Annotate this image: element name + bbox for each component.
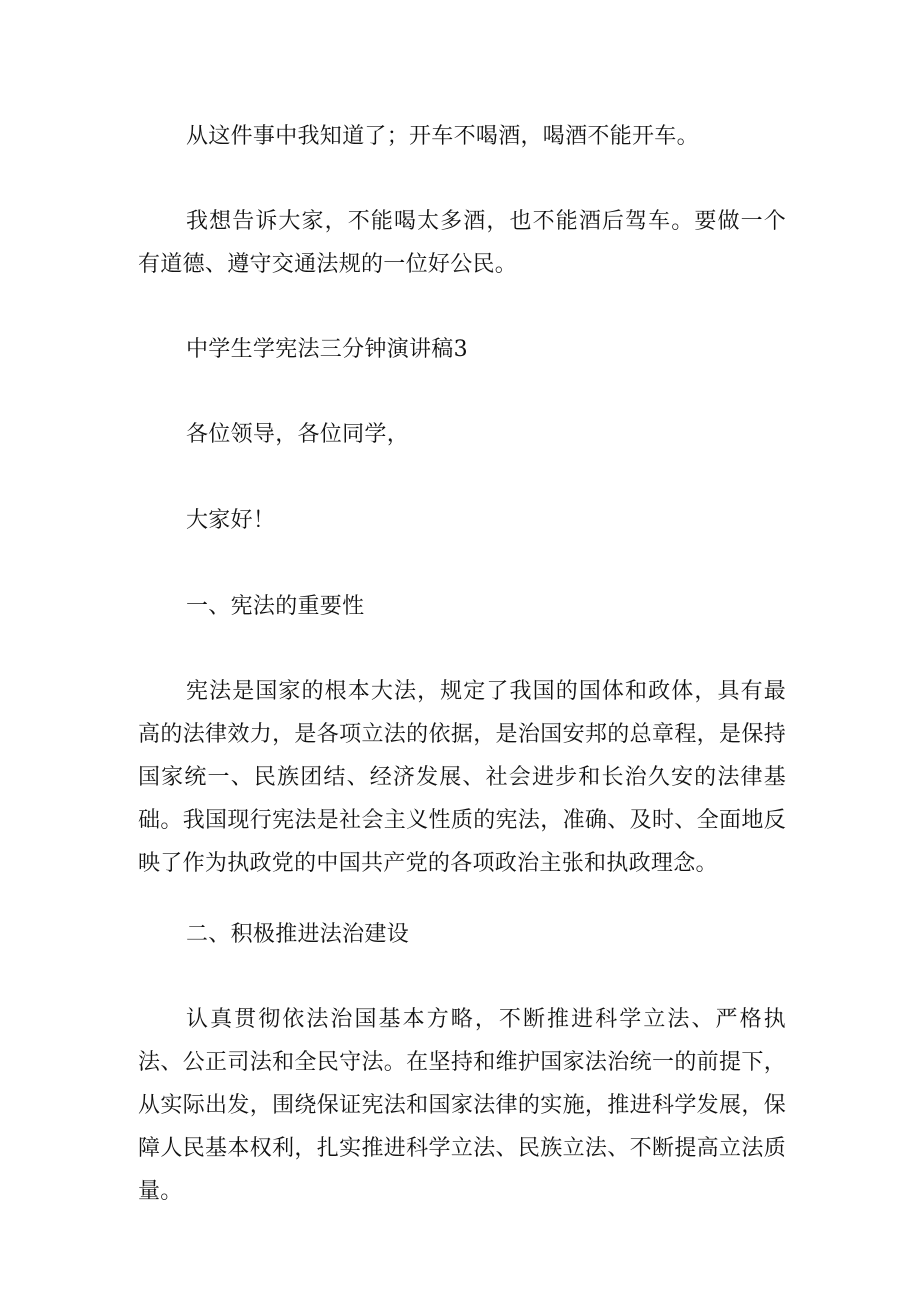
salutation-line: 各位领导，各位同学， — [186, 422, 410, 447]
paragraph-advice-to-everyone: 我想告诉大家，不能喝太多酒，也不能酒后驾车。要做一个有道德、遵守交通法规的一位好公民。 — [138, 209, 786, 277]
section-heading-importance: 一、宪法的重要性 — [186, 594, 365, 619]
section-heading-rule-of-law: 二、积极推进法治建设 — [186, 922, 410, 947]
paragraph-constitution-importance: 宪法是国家的根本大法，规定了我国的国体和政体，具有最高的法律效力，是各项立法的依据，是治国安邦的总章程，是保持国家统一、民族团结、经济发展、社会进步和长治久安的法律基础。我国现行宪法是社会主义性质的宪法，准确、及时、全面地反映了作为执政党的中国共产党的各项政治主张和执政理念。 — [138, 679, 786, 876]
paragraph-rule-of-law: 认真贯彻依法治国基本方略，不断推进科学立法、严格执法、公正司法和全民守法。在坚持和维护国家法治统一的前提下，从实际出发，围绕保证宪法和国家法律的实施，推进科学发展，保障人民基本权利，扎实推进科学立法、民族立法、不断提高立法质量。 — [138, 1007, 786, 1204]
greeting-line: 大家好！ — [186, 508, 276, 533]
speech-title: 中学生学宪法三分钟演讲稿3 — [186, 337, 468, 362]
paragraph-drunk-driving-lesson: 从这件事中我知道了；开车不喝酒，喝酒不能开车。 — [186, 124, 699, 149]
